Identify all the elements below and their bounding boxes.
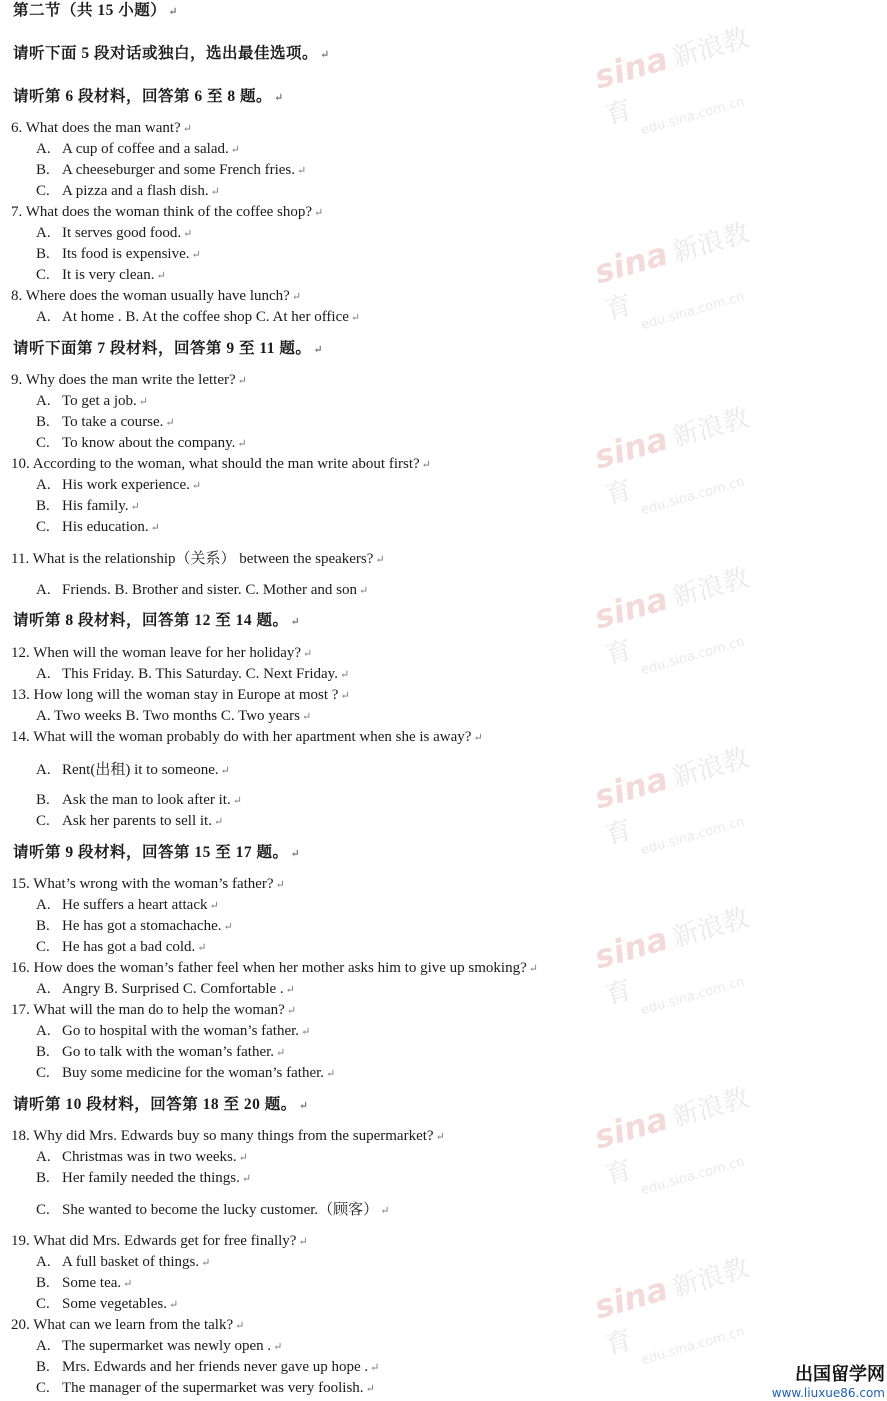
paragraph-mark-icon: ↵: [168, 6, 178, 18]
answer-option: [36, 1379, 375, 1398]
paragraph-mark-icon: ↵: [365, 1383, 375, 1395]
line-text: 请听第 8 段材料，回答第 12 至 14 题。: [13, 612, 289, 629]
answer-option: [36, 1201, 389, 1220]
line-text: She wanted to become the lucky customer.（顾客）: [62, 1202, 379, 1218]
answer-option: [36, 1253, 210, 1272]
line-text: 6. What does the man want?: [11, 120, 181, 136]
line-text: 18. Why did Mrs. Edwards buy so many things from the supermarket?: [11, 1128, 434, 1144]
option-letter: A.: [36, 141, 51, 157]
paragraph-mark-icon: ↵: [380, 1205, 390, 1217]
line-text: 10. According to the woman, what should the man write about first?: [11, 456, 420, 472]
section-heading: [13, 340, 323, 359]
paragraph-mark-icon: ↵: [370, 1362, 380, 1374]
option-letter: C.: [36, 519, 50, 535]
paragraph-mark-icon: ↵: [286, 1005, 297, 1017]
option-letter: C.: [36, 939, 50, 955]
answer-option: [36, 707, 311, 726]
option-letter: B.: [36, 1275, 50, 1291]
paragraph-mark-icon: ↵: [123, 1278, 133, 1290]
line-text: A full basket of things.: [62, 1254, 200, 1270]
line-text: It serves good food.: [62, 225, 182, 241]
answer-option: [36, 161, 306, 180]
answer-option: [36, 1295, 178, 1314]
option-letter: A.: [36, 582, 51, 598]
sina-watermark: sina新浪教育 edu.sina.com.cn: [590, 563, 753, 679]
paragraph-mark-icon: ↵: [191, 480, 202, 492]
section-heading: [13, 612, 300, 631]
line-text: It is very clean.: [62, 267, 155, 283]
option-letter: A.: [36, 477, 51, 493]
line-text: Go to hospital with the woman’s father.: [62, 1023, 300, 1039]
paragraph-mark-icon: ↵: [435, 1131, 445, 1143]
line-text: 请听下面第 7 段材料，回答第 9 至 11 题。: [13, 340, 312, 357]
paragraph-mark-icon: ↵: [276, 1047, 286, 1059]
sina-watermark: sina新浪教育 edu.sina.com.cn: [590, 903, 753, 1019]
paragraph-mark-icon: ↵: [298, 1100, 309, 1112]
paragraph-mark-icon: ↵: [303, 648, 313, 660]
option-letter: A.: [36, 309, 51, 325]
line-text: Ask her parents to sell it.: [62, 813, 212, 829]
line-text: A cheeseburger and some French fries.: [62, 162, 295, 178]
line-text: He suffers a heart attack: [62, 897, 208, 913]
option-letter: C.: [36, 267, 50, 283]
question-text: [11, 455, 431, 474]
paragraph-mark-icon: ↵: [274, 92, 284, 104]
question-text: [11, 1232, 308, 1251]
option-letter: A.: [36, 1254, 51, 1270]
line-text: Her family needed the things.: [62, 1170, 240, 1186]
answer-option: [36, 581, 368, 600]
paragraph-mark-icon: ↵: [209, 900, 219, 912]
line-text: To know about the company.: [62, 435, 236, 451]
watermark-logo: sina: [590, 39, 672, 97]
answer-option: [36, 665, 349, 684]
option-letter: C.: [36, 1202, 50, 1218]
paragraph-mark-icon: ↵: [220, 765, 230, 777]
question-text: [11, 1001, 296, 1020]
option-letter: A.: [36, 897, 51, 913]
paragraph-mark-icon: ↵: [183, 228, 193, 240]
question-text: [11, 119, 192, 138]
paragraph-mark-icon: ↵: [237, 438, 247, 450]
paragraph-mark-icon: ↵: [156, 270, 166, 282]
line-text: Some vegetables.: [62, 1296, 167, 1312]
paragraph-mark-icon: ↵: [168, 1299, 179, 1311]
line-text: 8. Where does the woman usually have lunch?: [11, 288, 290, 304]
line-text: A. Two weeks B. Two months C. Two years: [36, 708, 300, 724]
line-text: A cup of coffee and a salad.: [62, 141, 229, 157]
line-text: 第二节（共 15 小题）: [13, 2, 167, 19]
answer-option: [36, 791, 242, 810]
paragraph-mark-icon: ↵: [232, 795, 242, 807]
watermark-url: edu.sina.com.cn: [639, 94, 747, 139]
answer-option: [36, 245, 201, 264]
line-text: The manager of the supermarket was very foolish.: [62, 1380, 364, 1396]
paragraph-mark-icon: ↵: [301, 1026, 311, 1038]
line-text: Some tea.: [62, 1275, 122, 1291]
line-text: Christmas was in two weeks.: [62, 1149, 237, 1165]
answer-option: [36, 476, 201, 495]
answer-option: [36, 413, 175, 432]
answer-option: [36, 1169, 251, 1188]
answer-option: [36, 392, 148, 411]
line-text: 9. Why does the man write the letter?: [11, 372, 236, 388]
line-text: The supermarket was newly open .: [62, 1338, 272, 1354]
question-text: [11, 1127, 445, 1146]
paragraph-mark-icon: ↵: [296, 165, 307, 177]
line-text: Mrs. Edwards and her friends never gave up hope .: [62, 1359, 369, 1375]
line-text: Go to talk with the woman’s father.: [62, 1044, 275, 1060]
option-letter: C.: [36, 183, 50, 199]
paragraph-mark-icon: ↵: [290, 848, 301, 860]
line-text: His education.: [62, 519, 149, 535]
answer-option: [36, 1022, 310, 1041]
line-text: Ask the man to look after it.: [62, 792, 231, 808]
line-text: 请听第 6 段材料，回答第 6 至 8 题。: [13, 88, 273, 105]
option-letter: B.: [36, 792, 50, 808]
footer-brand: [735, 1360, 885, 1400]
question-text: [11, 550, 385, 569]
section-heading: [13, 88, 284, 107]
option-letter: C.: [36, 1380, 50, 1396]
question-text: [11, 203, 323, 222]
section-heading: [13, 844, 300, 863]
line-text: 20. What can we learn from the talk?: [11, 1317, 234, 1333]
answer-option: [36, 938, 207, 957]
paragraph-mark-icon: ↵: [235, 1320, 245, 1332]
option-letter: A.: [36, 762, 51, 778]
line-text: 13. How long will the woman stay in Europe at most ?: [11, 687, 339, 703]
answer-option: [36, 980, 295, 999]
line-text: 14. What will the woman probably do with her apartment when she is away?: [11, 729, 472, 745]
line-text: He has got a bad cold.: [62, 939, 196, 955]
line-text: 16. How does the woman’s father feel when her mother asks him to give up smoking?: [11, 960, 527, 976]
answer-option: [36, 224, 192, 243]
answer-option: [36, 182, 220, 201]
section-heading: [13, 1096, 308, 1115]
paragraph-mark-icon: ↵: [290, 616, 301, 628]
question-text: [11, 287, 301, 306]
line-text: 12. When will the woman leave for her holiday?: [11, 645, 302, 661]
line-text: His work experience.: [62, 477, 190, 493]
option-letter: B.: [36, 1170, 50, 1186]
option-letter: B.: [36, 918, 50, 934]
option-letter: B.: [36, 246, 50, 262]
answer-option: [36, 266, 166, 285]
option-letter: A.: [36, 981, 51, 997]
question-text: [11, 1316, 244, 1335]
line-text: To take a course.: [62, 414, 164, 430]
line-text: Its food is expensive.: [62, 246, 190, 262]
paragraph-mark-icon: ↵: [320, 49, 330, 61]
answer-option: [36, 434, 247, 453]
sina-watermark: [590, 10, 788, 146]
paragraph-mark-icon: ↵: [210, 186, 220, 198]
answer-option: [36, 812, 223, 831]
answer-option: [36, 140, 240, 159]
paragraph-mark-icon: ↵: [326, 1068, 336, 1080]
paragraph-mark-icon: ↵: [350, 312, 361, 324]
answer-option: [36, 1148, 248, 1167]
line-text: At home . B. At the coffee shop C. At her office: [62, 309, 349, 325]
paragraph-mark-icon: ↵: [285, 984, 295, 996]
question-text: [11, 371, 247, 390]
option-letter: B.: [36, 498, 50, 514]
section-heading: [13, 2, 178, 21]
paragraph-mark-icon: ↵: [375, 554, 385, 566]
question-text: [11, 875, 285, 894]
paragraph-mark-icon: ↵: [314, 207, 324, 219]
line-text: 11. What is the relationship（关系） between the speakers?: [11, 551, 374, 567]
option-letter: A.: [36, 666, 51, 682]
line-text: Rent(出租) it to someone.: [62, 762, 219, 778]
question-text: [11, 959, 538, 978]
answer-option: [36, 1358, 379, 1377]
sina-watermark: sina新浪教育 edu.sina.com.cn: [590, 403, 753, 519]
option-letter: B.: [36, 414, 50, 430]
option-letter: A.: [36, 225, 51, 241]
paragraph-mark-icon: ↵: [150, 522, 160, 534]
question-text: [11, 686, 350, 705]
paragraph-mark-icon: ↵: [197, 942, 207, 954]
paragraph-mark-icon: ↵: [313, 344, 324, 356]
section-heading: [13, 45, 330, 64]
answer-option: [36, 1043, 285, 1062]
paragraph-mark-icon: ↵: [238, 1152, 248, 1164]
paragraph-mark-icon: ↵: [237, 375, 247, 387]
option-letter: A.: [36, 393, 51, 409]
option-letter: A.: [36, 1338, 51, 1354]
paragraph-mark-icon: ↵: [421, 459, 431, 471]
answer-option: [36, 761, 230, 780]
paragraph-mark-icon: ↵: [230, 144, 240, 156]
line-text: This Friday. B. This Saturday. C. Next Friday.: [62, 666, 338, 682]
line-text: 7. What does the woman think of the coffee shop?: [11, 204, 313, 220]
answer-option: [36, 917, 233, 936]
sina-watermark: sina新浪教育 edu.sina.com.cn: [590, 218, 753, 334]
line-text: 请听下面 5 段对话或独白，选出最佳选项。: [13, 45, 319, 62]
paragraph-mark-icon: ↵: [358, 585, 369, 597]
line-text: Friends. B. Brother and sister. C. Mother and son: [62, 582, 357, 598]
paragraph-mark-icon: ↵: [340, 690, 350, 702]
answer-option: [36, 518, 160, 537]
paragraph-mark-icon: ↵: [301, 711, 312, 723]
option-letter: B.: [36, 1044, 50, 1060]
option-letter: C.: [36, 1296, 50, 1312]
answer-option: [36, 497, 140, 516]
sina-watermark: sina新浪教育 edu.sina.com.cn: [590, 1083, 753, 1199]
line-text: Angry B. Surprised C. Comfortable .: [62, 981, 284, 997]
line-text: 17. What will the man do to help the woman?: [11, 1002, 285, 1018]
paragraph-mark-icon: ↵: [275, 879, 285, 891]
answer-option: [36, 896, 219, 915]
paragraph-mark-icon: ↵: [339, 669, 350, 681]
option-letter: A.: [36, 1023, 51, 1039]
option-letter: C.: [36, 1065, 50, 1081]
paragraph-mark-icon: ↵: [528, 963, 538, 975]
paragraph-mark-icon: ↵: [191, 249, 201, 261]
line-text: To get a job.: [62, 393, 137, 409]
paragraph-mark-icon: ↵: [273, 1341, 283, 1353]
sina-watermark: sina新浪教育 edu.sina.com.cn: [590, 743, 753, 859]
line-text: 请听第 10 段材料，回答第 18 至 20 题。: [13, 1096, 297, 1113]
paragraph-mark-icon: ↵: [213, 816, 224, 828]
option-letter: C.: [36, 813, 50, 829]
line-text: His family.: [62, 498, 129, 514]
paragraph-mark-icon: ↵: [291, 291, 302, 303]
line-text: He has got a stomachache.: [62, 918, 222, 934]
line-text: 15. What’s wrong with the woman’s father?: [11, 876, 274, 892]
paragraph-mark-icon: ↵: [165, 417, 175, 429]
footer-brand-name: 出国留学网: [795, 1364, 885, 1385]
paragraph-mark-icon: ↵: [473, 732, 483, 744]
answer-option: [36, 308, 360, 327]
answer-option: [36, 1064, 335, 1083]
answer-option: [36, 1337, 282, 1356]
question-text: [11, 728, 483, 747]
line-text: 请听第 9 段材料，回答第 15 至 17 题。: [13, 844, 289, 861]
line-text: 19. What did Mrs. Edwards get for free finally?: [11, 1233, 297, 1249]
paragraph-mark-icon: ↵: [130, 501, 140, 513]
option-letter: B.: [36, 162, 50, 178]
paragraph-mark-icon: ↵: [241, 1173, 252, 1185]
paragraph-mark-icon: ↵: [182, 123, 192, 135]
sina-watermark: sina新浪教育 edu.sina.com.cn: [590, 1253, 753, 1369]
question-text: [11, 644, 312, 663]
paragraph-mark-icon: ↵: [298, 1236, 308, 1248]
answer-option: [36, 1274, 132, 1293]
option-letter: A.: [36, 1149, 51, 1165]
paragraph-mark-icon: ↵: [138, 396, 148, 408]
paragraph-mark-icon: ↵: [223, 921, 233, 933]
line-text: Buy some medicine for the woman’s father.: [62, 1065, 325, 1081]
option-letter: B.: [36, 1359, 50, 1375]
footer-brand-url[interactable]: www.liuxue86.com: [771, 1386, 885, 1400]
option-letter: C.: [36, 435, 50, 451]
line-text: A pizza and a flash dish.: [62, 183, 209, 199]
paragraph-mark-icon: ↵: [201, 1257, 211, 1269]
watermark-cn: 新浪教育: [602, 23, 753, 132]
